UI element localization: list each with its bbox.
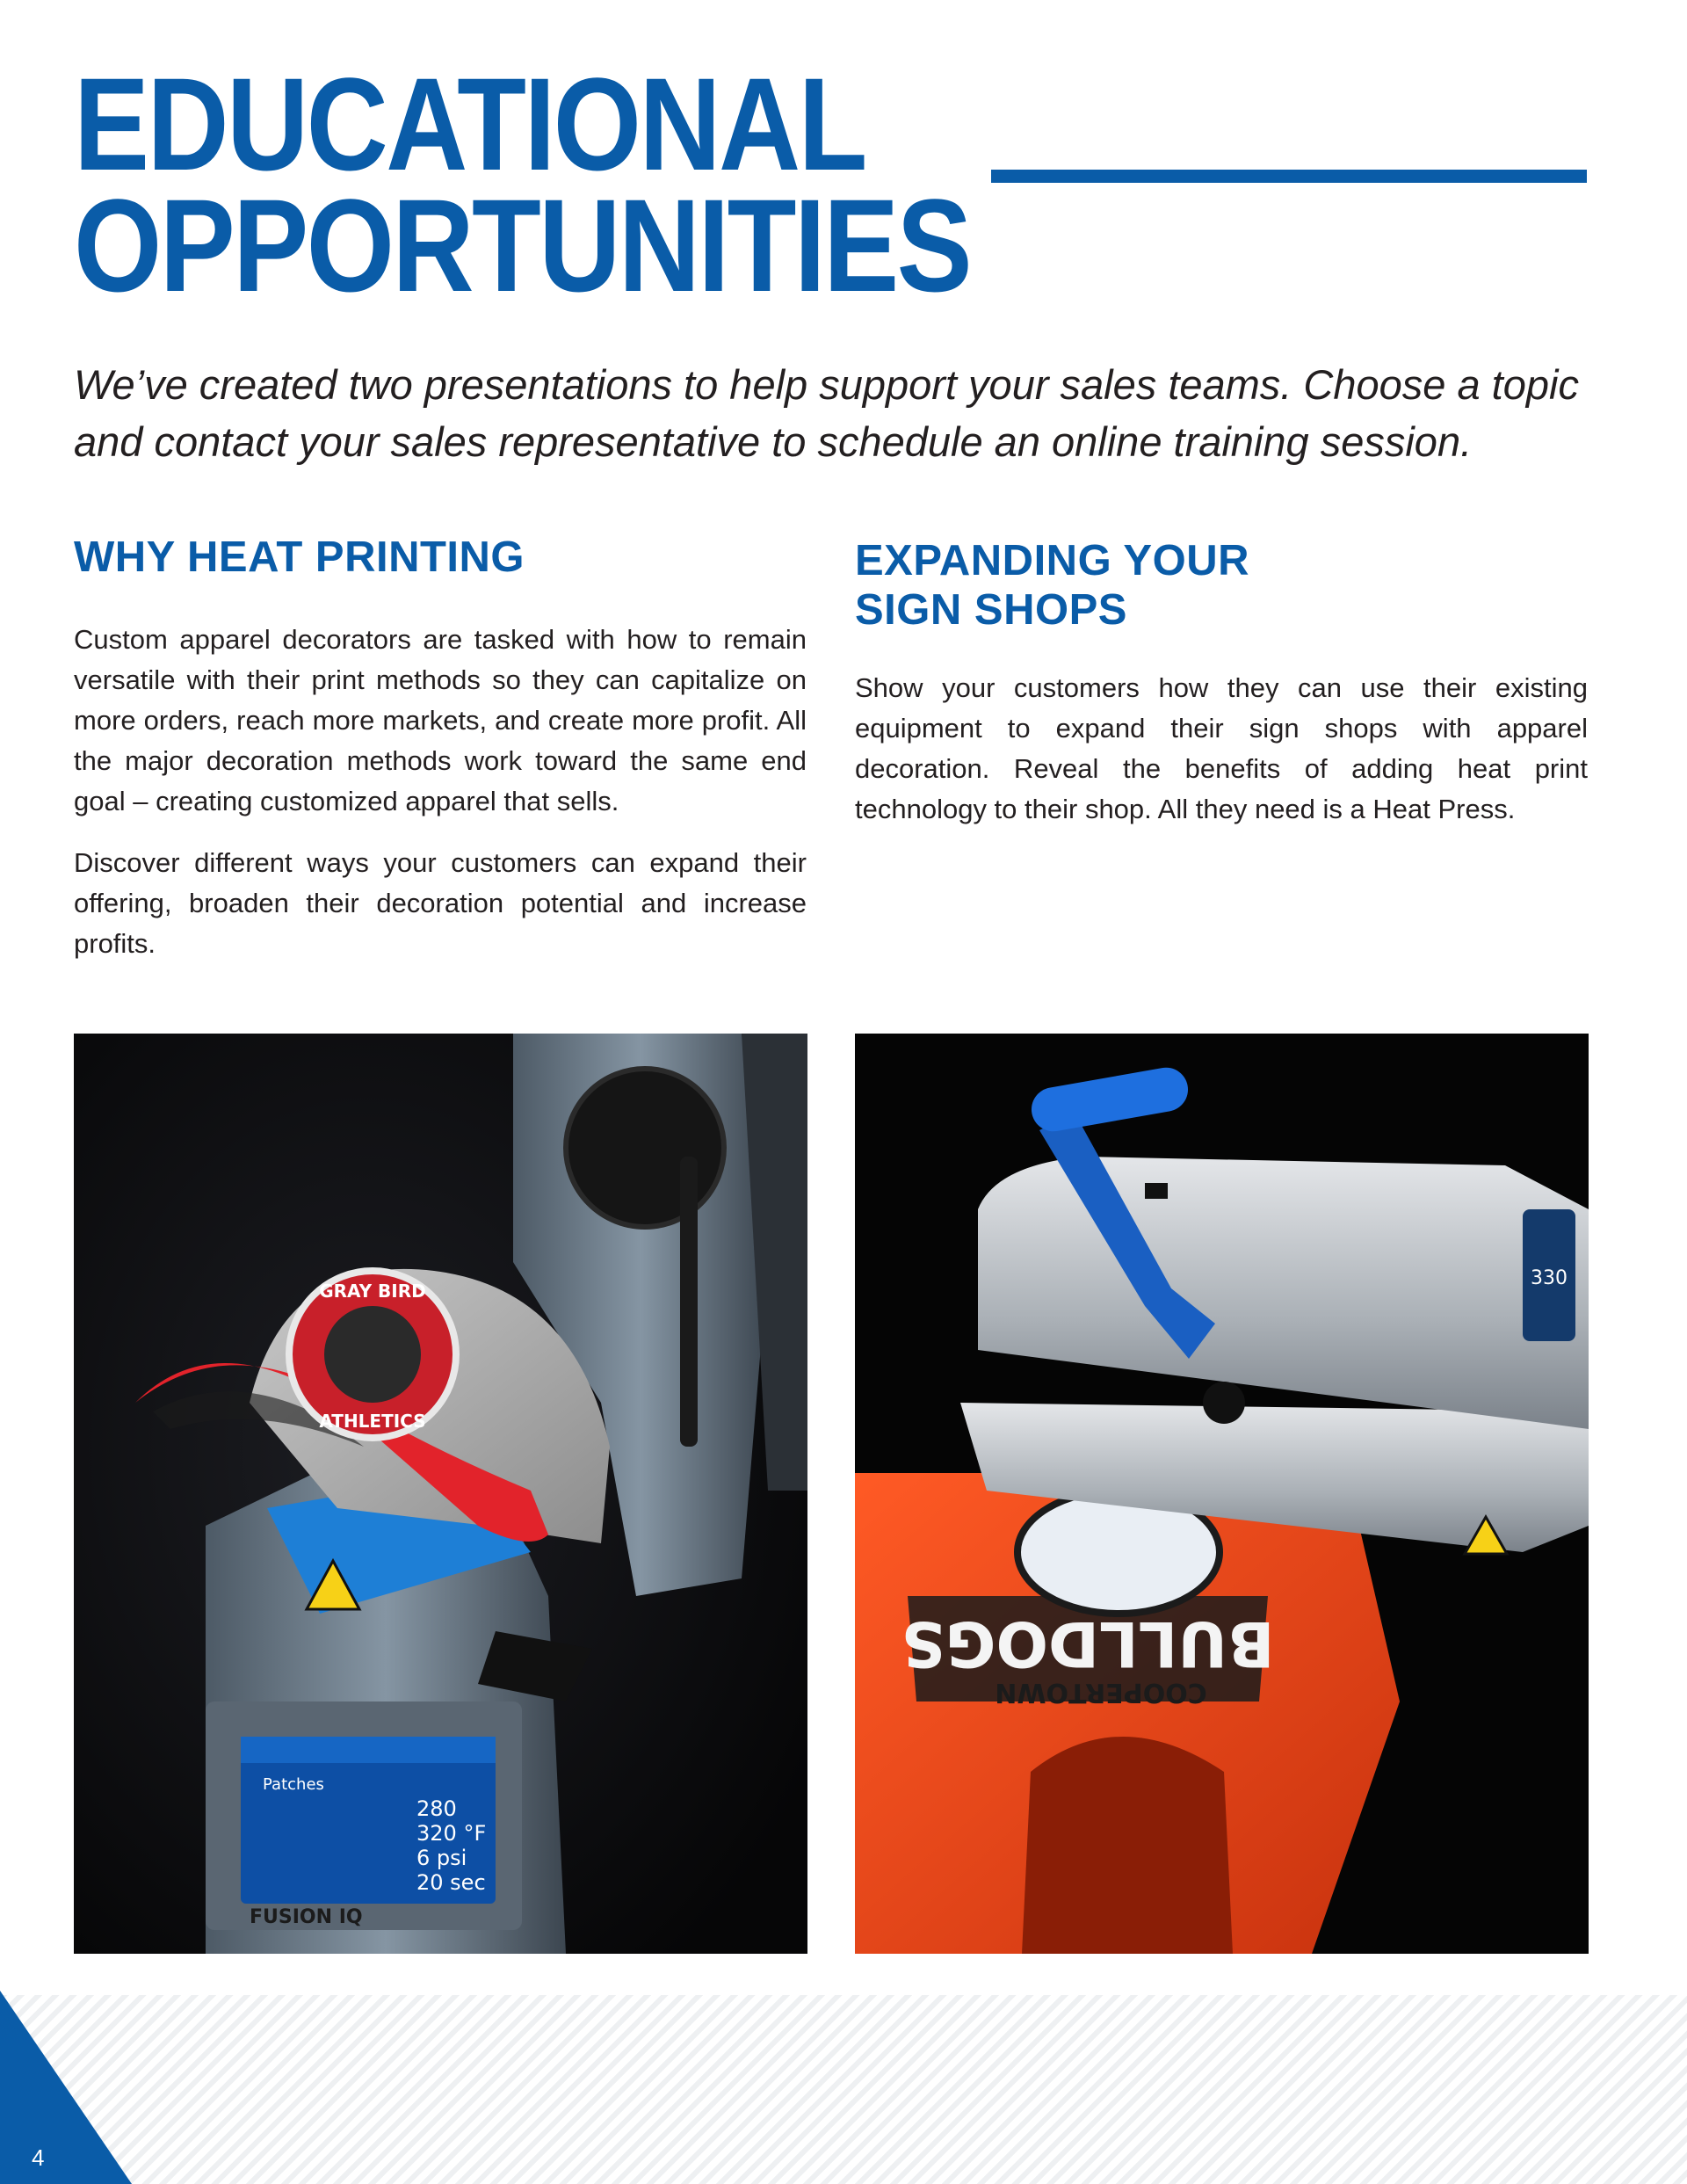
cap-patch-text-top: GRAY BIRD xyxy=(319,1281,426,1302)
brand-label: FUSION IQ xyxy=(250,1906,363,1928)
shirt-logo-subtext: COOPERTOWN xyxy=(995,1677,1207,1708)
section-paragraph: Discover different ways your customers can expand their offering, broaden their decoration potential and increase profits. xyxy=(74,847,807,959)
shirt-press-photo xyxy=(855,1034,1589,1954)
section-why-heat-printing xyxy=(74,533,807,985)
cap-patch-text-bottom: ATHLETICS xyxy=(319,1411,426,1432)
intro-paragraph: We’ve created two presentations to help support your sales teams. Choose a topic and contact your sales representative to schedule an online training session. xyxy=(74,361,1579,465)
title-rule xyxy=(991,170,1587,183)
page-corner-accent xyxy=(0,1991,132,2184)
section-heading: WHY HEAT PRINTING xyxy=(74,533,525,581)
title-line-2: OPPORTUNITIES xyxy=(74,171,971,319)
page-number: 4 xyxy=(32,2144,45,2171)
section-paragraph: Show your customers how they can use their existing equipment to expand their sign shops with apparel decoration. Reveal the benefits of adding heat print technology to their shop. All they need is a Heat Press. xyxy=(855,672,1588,824)
section-expanding-sign-shops xyxy=(855,533,1588,851)
footer-pattern xyxy=(0,1995,1687,2184)
screen-value-1: 280 xyxy=(416,1796,457,1821)
screen-value-4: 20 sec xyxy=(416,1870,486,1895)
section-heading xyxy=(855,536,1588,635)
section-paragraph: Custom apparel decorators are tasked with how to remain versatile with their print methods so they can capitalize on more orders, reach more markets, and create more profit. All the major decoration methods work toward the same end goal – creating customized apparel that sells. xyxy=(74,624,807,816)
shirt-logo-text: BULLDOGS xyxy=(901,1607,1275,1680)
screen-label: Patches xyxy=(263,1775,324,1794)
heading-line-1: EXPANDING YOUR xyxy=(855,537,1249,584)
cap-press-photo xyxy=(74,1034,807,1954)
screen-value-2: 320 °F xyxy=(416,1821,487,1846)
heading-line-2: SIGN SHOPS xyxy=(855,586,1127,634)
title-line-1: EDUCATIONAL xyxy=(74,50,865,198)
press-display-value: 330 xyxy=(1531,1267,1568,1289)
screen-value-3: 6 psi xyxy=(416,1846,467,1870)
page-title xyxy=(74,50,971,319)
